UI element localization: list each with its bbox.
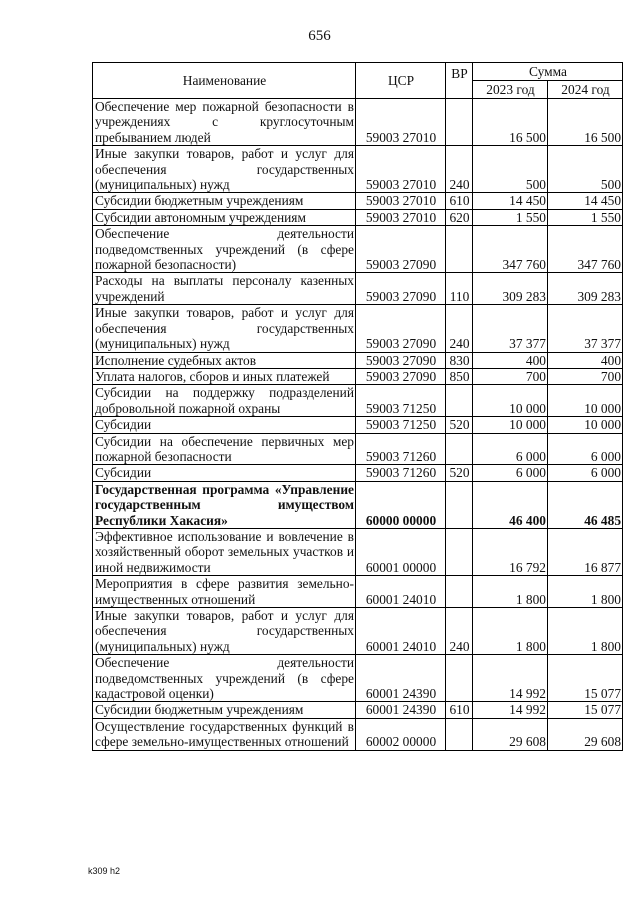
row-csr: 59003 27010 [356, 99, 446, 146]
row-vr: 240 [446, 608, 473, 655]
row-sum-2023: 700 [473, 368, 548, 384]
row-vr [446, 528, 473, 575]
row-sum-2023: 500 [473, 146, 548, 193]
table-row [93, 368, 623, 384]
header-csr: ЦСР [356, 63, 446, 99]
table-row [93, 146, 623, 193]
row-name: Субсидии [93, 465, 356, 481]
row-csr: 59003 71250 [356, 417, 446, 433]
row-csr: 60001 24010 [356, 576, 446, 608]
row-sum-2024: 1 800 [548, 576, 623, 608]
row-sum-2023: 16 792 [473, 528, 548, 575]
row-csr: 59003 27010 [356, 193, 446, 209]
row-name: Иные закупки товаров, работ и услуг для обеспечения государственных (муниципальных) нужд [93, 305, 356, 352]
row-sum-2023: 14 992 [473, 702, 548, 718]
row-sum-2024: 1 800 [548, 608, 623, 655]
row-vr [446, 718, 473, 750]
row-sum-2023: 1 550 [473, 209, 548, 225]
row-sum-2024: 10 000 [548, 417, 623, 433]
row-sum-2023: 6 000 [473, 433, 548, 465]
row-name: Субсидии бюджетным учреждениям [93, 193, 356, 209]
header-year-2023: 2023 год [473, 81, 548, 99]
table-row [93, 193, 623, 209]
row-sum-2023: 1 800 [473, 576, 548, 608]
row-name: Исполнение судебных актов [93, 352, 356, 368]
row-vr: 240 [446, 305, 473, 352]
header-sum: Сумма [473, 63, 623, 81]
header-year-2024: 2024 год [548, 81, 623, 99]
row-name: Государственная программа «Управление государственным имуществом Республики Хакасия» [93, 481, 356, 528]
row-csr: 59003 71250 [356, 385, 446, 417]
row-csr: 60000 00000 [356, 481, 446, 528]
row-sum-2023: 37 377 [473, 305, 548, 352]
row-sum-2023: 14 450 [473, 193, 548, 209]
header-vr: ВР [446, 63, 473, 99]
row-vr: 850 [446, 368, 473, 384]
row-sum-2024: 14 450 [548, 193, 623, 209]
row-vr [446, 433, 473, 465]
row-csr: 59003 27090 [356, 273, 446, 305]
row-sum-2023: 347 760 [473, 226, 548, 273]
row-csr: 59003 27090 [356, 352, 446, 368]
row-sum-2023: 16 500 [473, 99, 548, 146]
row-sum-2023: 6 000 [473, 465, 548, 481]
table-row [93, 209, 623, 225]
row-csr: 60001 24390 [356, 702, 446, 718]
row-vr [446, 576, 473, 608]
row-csr: 59003 27090 [356, 368, 446, 384]
row-sum-2024: 29 608 [548, 718, 623, 750]
row-name: Субсидии на обеспечение первичных мер пожарной безопасности [93, 433, 356, 465]
table-row [93, 226, 623, 273]
table-row [93, 417, 623, 433]
row-vr: 620 [446, 209, 473, 225]
row-name: Субсидии на поддержку подразделений добровольной пожарной охраны [93, 385, 356, 417]
row-sum-2023: 400 [473, 352, 548, 368]
row-csr: 60002 00000 [356, 718, 446, 750]
row-sum-2023: 309 283 [473, 273, 548, 305]
row-sum-2024: 16 877 [548, 528, 623, 575]
table-row [93, 528, 623, 575]
row-sum-2024: 37 377 [548, 305, 623, 352]
table-row [93, 305, 623, 352]
row-csr: 59003 27010 [356, 146, 446, 193]
row-vr [446, 99, 473, 146]
row-sum-2024: 46 485 [548, 481, 623, 528]
row-vr: 610 [446, 193, 473, 209]
table-row [93, 655, 623, 702]
row-sum-2024: 1 550 [548, 209, 623, 225]
row-csr: 59003 27010 [356, 209, 446, 225]
row-name: Расходы на выплаты персоналу казенных учреждений [93, 273, 356, 305]
row-vr: 610 [446, 702, 473, 718]
row-sum-2024: 309 283 [548, 273, 623, 305]
table-row [93, 99, 623, 146]
row-sum-2023: 10 000 [473, 417, 548, 433]
row-name: Субсидии автономным учреждениям [93, 209, 356, 225]
row-sum-2024: 10 000 [548, 385, 623, 417]
table-row [93, 576, 623, 608]
row-sum-2024: 700 [548, 368, 623, 384]
row-vr: 830 [446, 352, 473, 368]
row-vr: 240 [446, 146, 473, 193]
row-sum-2024: 15 077 [548, 655, 623, 702]
row-sum-2024: 500 [548, 146, 623, 193]
row-csr: 60001 24010 [356, 608, 446, 655]
row-name: Обеспечение деятельности подведомственных учреждений (в сфере кадастровой оценки) [93, 655, 356, 702]
table-row [93, 465, 623, 481]
row-vr [446, 655, 473, 702]
row-sum-2023: 29 608 [473, 718, 548, 750]
row-name: Мероприятия в сфере развития земельно-имущественных отношений [93, 576, 356, 608]
table-row [93, 702, 623, 718]
row-vr: 520 [446, 465, 473, 481]
row-vr: 520 [446, 417, 473, 433]
footer-code: k309 h2 [88, 866, 121, 876]
row-name: Субсидии бюджетным учреждениям [93, 702, 356, 718]
row-sum-2023: 1 800 [473, 608, 548, 655]
row-name: Иные закупки товаров, работ и услуг для обеспечения государственных (муниципальных) нужд [93, 608, 356, 655]
row-sum-2024: 6 000 [548, 433, 623, 465]
row-sum-2024: 15 077 [548, 702, 623, 718]
row-sum-2024: 6 000 [548, 465, 623, 481]
row-csr: 60001 24390 [356, 655, 446, 702]
table-row [93, 352, 623, 368]
row-csr: 60001 00000 [356, 528, 446, 575]
table-body [93, 99, 623, 751]
table-row [93, 718, 623, 750]
row-name: Обеспечение деятельности подведомственных учреждений (в сфере пожарной безопасности) [93, 226, 356, 273]
row-name: Осуществление государственных функций в сфере земельно-имущественных отношений [93, 718, 356, 750]
table-row [93, 608, 623, 655]
row-name: Обеспечение мер пожарной безопасности в учреждениях с круглосуточным пребыванием людей [93, 99, 356, 146]
row-name: Уплата налогов, сборов и иных платежей [93, 368, 356, 384]
page-number: 656 [308, 28, 331, 44]
row-csr: 59003 27090 [356, 226, 446, 273]
row-vr [446, 385, 473, 417]
row-sum-2024: 16 500 [548, 99, 623, 146]
table-row [93, 385, 623, 417]
row-sum-2023: 14 992 [473, 655, 548, 702]
row-csr: 59003 71260 [356, 465, 446, 481]
table-row [93, 481, 623, 528]
row-sum-2023: 46 400 [473, 481, 548, 528]
row-vr [446, 226, 473, 273]
row-name: Эффективное использование и вовлечение в хозяйственный оборот земельных участков и иной недвижимости [93, 528, 356, 575]
table-row [93, 433, 623, 465]
row-sum-2024: 400 [548, 352, 623, 368]
row-sum-2024: 347 760 [548, 226, 623, 273]
row-name: Иные закупки товаров, работ и услуг для обеспечения государственных (муниципальных) нужд [93, 146, 356, 193]
row-csr: 59003 27090 [356, 305, 446, 352]
header-name: Наименование [93, 63, 356, 99]
row-csr: 59003 71260 [356, 433, 446, 465]
table-row [93, 273, 623, 305]
row-vr: 110 [446, 273, 473, 305]
row-name: Субсидии [93, 417, 356, 433]
row-sum-2023: 10 000 [473, 385, 548, 417]
budget-table [92, 62, 623, 751]
row-vr [446, 481, 473, 528]
